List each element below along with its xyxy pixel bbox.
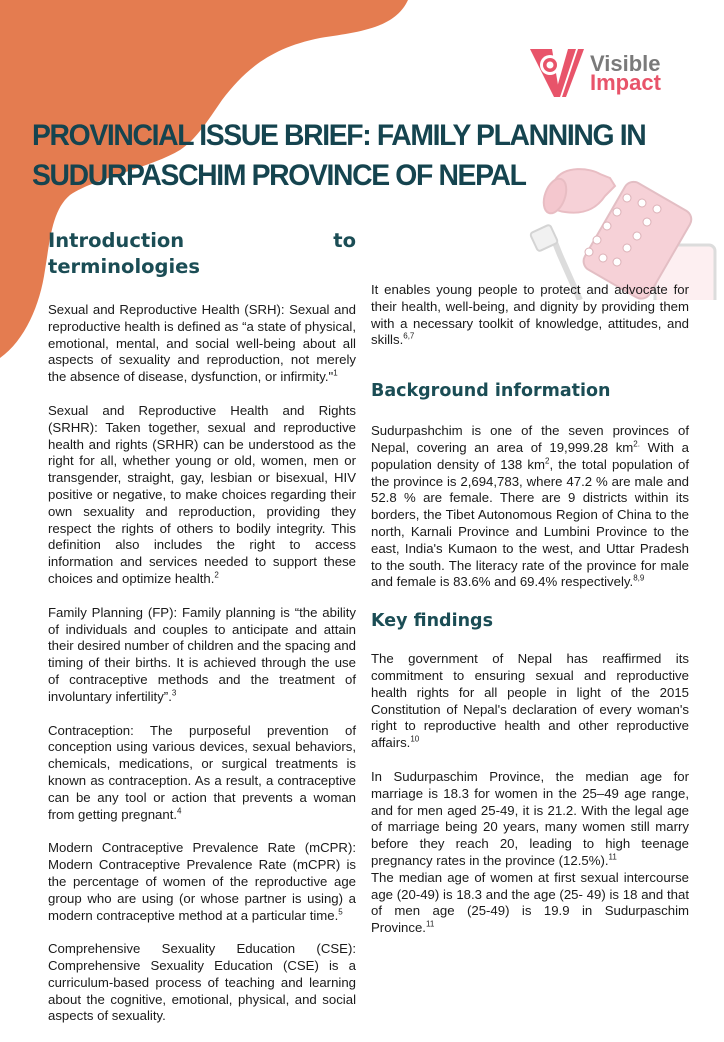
definition-srh: Sexual and Reproductive Health (SRH): Sexual and reproductive health is defined as “a state of physical, emotional, mental, and social well-being about all aspects of sexuality and reproduction, not merely the absence of disease, dysfunction, or infirmity."$^1$ <box>48 302 356 385</box>
background-heading: Background information <box>371 381 611 402</box>
left-column <box>48 228 356 1042</box>
logo-text-impact: Impact <box>590 70 661 95</box>
right-column <box>371 282 689 954</box>
title-line-2: SUDURPASCHIM PROVINCE OF NEPAL <box>32 159 526 192</box>
page-title <box>32 116 666 196</box>
definition-srhr: Sexual and Reproductive Health and Rights (SRHR): Taken together, sexual and reproductive health and rights (SRHR) can be understood as the right for all, whether young or old, women, men or transgender, straight, gay, lesbian or bisexual, HIV positive or negative, to make choices regarding their own sexuality and reproduction, providing they respect the rights of others to bodily integrity. This definition also includes the right to access information and services needed to support these choices and optimize health.$^2$ <box>48 402 356 586</box>
background-paragraph: Sudurpashchim is one of the seven provinces of Nepal, covering an area of 19,999.28 $km^{2.}$ With a population density of 138 $km^2$, the total population of the province is 2,694,783, where 47.2 % are male and 52.8 % are female. There are 9 districts within its borders, the Tibet Autonomous Region of China to the north, Karnali Province and Lumbini Province to the east, India's Kumaon to the west, and Uttar Pradesh to the south. The literacy rate of the province for male and female is 83.6% and 69.4% respectively.$^{8,9}$ <box>371 423 689 590</box>
visible-impact-logo-icon <box>528 45 586 101</box>
key-findings-heading: Key findings <box>371 611 493 632</box>
key-finding-3: The median age of women at first sexual intercourse age (20-49) is 18.3 and the age (25- 49) is 18 and that of men age (25-49) is 19.9 in Sudurpaschim Province.$^{11}$ <box>371 869 689 936</box>
cse-continuation: It enables young people to protect and advocate for their health, well-being, and dignity by providing them with a necessary toolkit of knowledge, attitudes, and skills.$^{6,7}$ <box>371 282 689 348</box>
definition-cse: Comprehensive Sexuality Education (CSE): Comprehensive Sexuality Education (CSE) is a curriculum-based process of teaching and learning about the cognitive, emotional, physical, and social aspects of sexuality. <box>48 941 356 1024</box>
intro-heading: Introduction to terminologies <box>48 229 356 278</box>
key-finding-1: The government of Nepal has reaffirmed its commitment to ensuring sexual and reproductive health rights for all people in light of the 2015 Constitution of Nepal's declaration of every woman's right to reproductive health and other reproductive affairs.$^{10}$ <box>371 651 689 751</box>
logo-text-visible: Visible <box>590 51 661 76</box>
title-line-1: PROVINCIAL ISSUE BRIEF: FAMILY PLANNING IN <box>32 119 646 152</box>
definition-mcpr: Modern Contraceptive Prevalence Rate (mCPR): Modern Contraceptive Prevalence Rate (mCPR) is the percentage of women of the reproductive age group who are using (or whose partner is using) a modern contraceptive method at a particular time.$^5$ <box>48 840 356 923</box>
visible-impact-logo <box>528 44 698 102</box>
key-finding-2: In Sudurpaschim Province, the median age for marriage is 18.3 for women in the 25–49 age range, and for men aged 25-49, it is 21.2. With the legal age of marriage being 20 years, many women still marry before they reach 20, leading to high teenage pregnancy rates in the province (12.5%).$^{11}$ <box>371 768 689 868</box>
definition-fp: Family Planning (FP): Family planning is “the ability of individuals and couples to anticipate and attain their desired number of children and the spacing and timing of their births. It is achieved through the use of contraceptive methods and the treatment of involuntary infertility”.$^3$ <box>48 604 356 704</box>
definition-contraception: Contraception: The purposeful prevention of conception using various devices, sexual behaviors, chemicals, medications, or surgical treatments is known as contraception. As a result, a contraceptive can be any tool or action that prevents a woman from getting pregnant.$^4$ <box>48 722 356 822</box>
